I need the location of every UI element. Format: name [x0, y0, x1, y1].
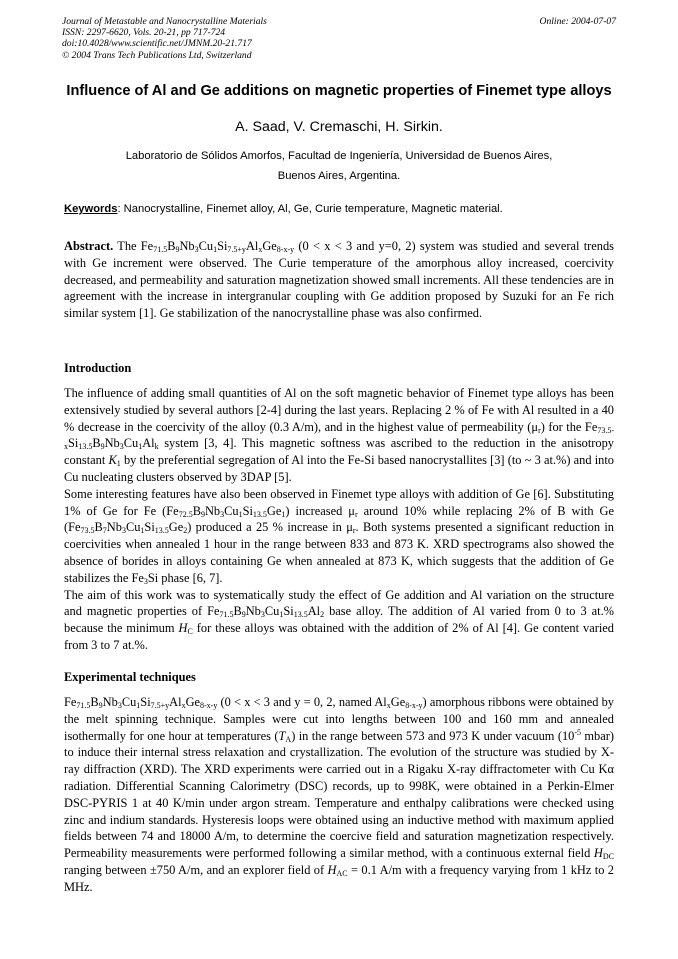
text-run: Al	[169, 695, 182, 709]
text-run: Some interesting features have also been observed in Finemet type alloys with addition of Ge [6]. Substituting 1% of Ge for Fe (Fe	[64, 486, 614, 518]
text-run: K	[108, 453, 117, 468]
subscript: 1	[279, 610, 284, 620]
subscript: 8-x-y	[200, 701, 218, 710]
subscript: A	[285, 734, 292, 744]
subscript: 73.5-x	[64, 425, 614, 452]
subscript: 9	[175, 245, 180, 254]
abstract-text: Ge	[262, 239, 277, 253]
text-run: ) produced a 25 % increase in μ	[187, 520, 353, 535]
abstract-text: Al	[245, 239, 259, 253]
text-run: by the preferential segregation of Al into the Fe-Si based nanocrystallites [3] (to ~ 3 at.%) and into Cu nucleating clusters observed by 3DAP [5].	[64, 453, 615, 484]
subscript: 73.5	[80, 526, 95, 536]
subscript: 7	[102, 526, 107, 536]
abstract-text: (0 < x < 3 and y=0, 2) system was studied and several trends with Ge increment were observed. The Curie temperature of the amorphous alloy increased, coercivity decreased, and permeability and saturation magnetization showed small increments. All these tendencies are in agreement with the increase in intergranular coupling with Ge addition proposed by Suzuki for an Fe rich similar system [1]. Ge stabilization of the nanocrystalline phase was also confirmed.	[64, 239, 614, 321]
text-run: H	[178, 621, 188, 636]
text-run: Si	[242, 503, 253, 518]
superscript: -5	[574, 727, 582, 737]
abstract-text: Nb	[179, 239, 195, 253]
affiliation	[40, 146, 638, 186]
text-run: Ge	[168, 520, 184, 535]
subscript: 1	[116, 459, 121, 469]
subscript: 3	[117, 701, 122, 710]
subscript: 3	[194, 245, 199, 254]
subscript: 71.5	[76, 701, 91, 710]
subscript: r	[538, 425, 541, 435]
subscript: 1	[213, 245, 218, 254]
subscript: 1	[136, 701, 141, 710]
subscript: 1	[281, 509, 286, 519]
text-run: Nb	[104, 436, 120, 451]
text-run: (0 < x < 3 and y = 0, 2, named Al	[217, 695, 387, 709]
text-run: Cu	[123, 436, 139, 451]
keywords	[64, 202, 624, 216]
subscript: r	[354, 509, 358, 519]
text-run: Si phase [6, 7].	[147, 570, 223, 585]
text-run: Ge	[390, 695, 406, 709]
subscript: k	[154, 442, 159, 452]
doi-line: doi:10.4028/www.scientific.net/JMNM.20-21.717	[62, 38, 252, 50]
subscript: 2	[320, 610, 325, 620]
subscript: r	[352, 526, 356, 536]
text-run: Nb	[106, 520, 122, 535]
abstract-text: Si	[217, 239, 228, 253]
subscript: 7.5+y	[227, 245, 246, 254]
subscript: 3	[260, 610, 265, 620]
subscript: 1	[138, 442, 143, 452]
text-run: Ge	[185, 695, 201, 709]
abstract-label: Abstract.	[64, 239, 114, 253]
subscript: 13.5	[293, 610, 308, 620]
subscript: x	[181, 701, 186, 710]
keywords-label: Keywords	[64, 203, 118, 215]
subscript: 2	[183, 526, 188, 536]
subscript: 9	[241, 610, 246, 620]
subscript: 13.5	[154, 526, 169, 536]
text-run: around 10% while replacing 2% of B with Ge (Fe	[64, 503, 614, 535]
intro-paragraph-3	[64, 587, 614, 654]
text-run: = 0.1 A/m with a frequency varying from 1 kHz to 2 MHz.	[64, 862, 614, 894]
experimental-body	[64, 694, 614, 896]
issn-line: ISSN: 2297-6620, Vols. 20-21, pp 717-724	[62, 27, 226, 39]
keywords-text: : Nanocrystalline, Finemet alloy, Al, Ge, Curie temperature, Magnetic material.	[117, 203, 503, 215]
text-run: Cu	[224, 503, 239, 518]
text-run: T	[278, 728, 286, 743]
subscript: 1	[140, 526, 145, 536]
subscript: 9	[100, 442, 105, 452]
text-run: B	[90, 695, 99, 709]
affiliation-line-2: Buenos Aires, Argentina.	[277, 170, 401, 182]
subscript: AC	[336, 868, 348, 878]
text-run: ) amorphous ribbons were obtained by the melt spinning technique. Samples were cut into lengths between 100 and 160 mm and annealed isothermally for one hour at temperatures (	[64, 695, 614, 743]
subscript: DC	[602, 852, 614, 862]
text-run: ) increased μ	[285, 503, 355, 518]
text-run: for these alloys was obtained with the addition of 2% of Al [4]. Ge content varied from 3 to 7 at.%.	[64, 621, 614, 652]
text-run: Cu	[264, 604, 280, 619]
abstract-text: Cu	[198, 239, 214, 253]
text-run: Nb	[204, 503, 221, 518]
subscript: 7.5+y	[150, 701, 170, 710]
paper-title: Influence of Al and Ge additions on magnetic properties of Finemet type alloys	[66, 83, 612, 99]
journal-name: Journal of Metastable and Nanocrystalline Materials	[62, 16, 267, 27]
subscript: 71.5	[153, 245, 168, 254]
subscript: 8-x-y	[405, 701, 423, 710]
text-run: Nb	[245, 604, 261, 619]
text-run: B	[94, 520, 103, 535]
introduction-heading: Introduction	[64, 361, 132, 375]
text-run: B	[92, 436, 101, 451]
text-run: ) for the Fe	[540, 419, 598, 434]
subscript: 72.5	[178, 509, 193, 519]
text-run: base alloy. The addition of Al varied from 0 to 3 at.% because the minimum	[64, 604, 614, 636]
abstract-text: B	[167, 239, 176, 253]
copyright-line: © 2004 Trans Tech Publications Ltd, Switzerland	[62, 49, 252, 61]
introduction-body	[64, 385, 614, 654]
intro-paragraph-1	[64, 385, 614, 486]
text-run: H	[327, 862, 337, 877]
affiliation-line-1: Laboratorio de Sólidos Amorfos, Facultad de Ingeniería, Universidad de Buenos Aires,	[125, 150, 553, 162]
text-run: Al	[307, 604, 321, 619]
subscript: 8-x-y	[276, 245, 295, 254]
text-run: The influence of adding small quantities of Al on the soft magnetic behavior of Finemet type alloys has been extensively studied by several authors [2-4] during the last years. Replacing 2 % of Fe with Al resulted in a 40 % decrease in the coercivity of the alloy (0.3 A/m), and in the highest value of permeability (μ	[64, 386, 614, 434]
text-run: ranging between ±750 A/m, and an explorer field of	[64, 862, 328, 877]
text-run: Nb	[102, 695, 118, 709]
text-run: Cu	[121, 695, 137, 709]
text-run: Si	[283, 604, 294, 619]
journal-header	[62, 16, 616, 61]
text-run: Si	[68, 436, 79, 451]
abstract-paragraph	[64, 238, 614, 322]
experimental-heading: Experimental techniques	[64, 670, 196, 684]
subscript: x	[386, 701, 391, 710]
text-run: Si	[140, 695, 151, 709]
subscript: 71.5	[219, 610, 234, 620]
subscript: 13.5	[78, 442, 93, 452]
text-run: Ge	[266, 503, 282, 518]
subscript: 9	[200, 509, 205, 519]
subscript: 1	[238, 509, 243, 519]
text-run: system [3, 4]. This magnetic softness was ascribed to the reduction in the anisotropy constant	[64, 436, 614, 468]
abstract-text: The Fe	[113, 239, 154, 253]
subscript: 3	[119, 442, 124, 452]
paper-authors: A. Saad, V. Cremaschi, H. Sirkin.	[235, 119, 443, 135]
subscript: 3	[121, 526, 126, 536]
intro-paragraph-2	[64, 486, 614, 587]
text-run: Si	[144, 520, 155, 535]
subscript: x	[258, 245, 263, 254]
subscript: 9	[98, 701, 103, 710]
text-run: ) in the range between 573 and 973 K under vacuum (10	[291, 728, 575, 743]
subscript: 3	[220, 509, 225, 519]
subscript: 3	[143, 576, 148, 586]
text-run: Al	[142, 436, 155, 451]
text-run: Fe	[64, 695, 77, 709]
subscript: C	[187, 627, 193, 637]
subscript: 13.5	[252, 509, 267, 519]
online-date: Online: 2004-07-07	[539, 16, 616, 27]
text-run: H	[593, 846, 603, 861]
text-run: The aim of this work was to systematically study the effect of Ge addition and Al variation on the structure and magnetic properties of Fe	[64, 587, 614, 619]
text-run: . Both systems presented a significant reduction in coercivities when annealed 1 hour in the range between 833 and 873 K. XRD spectrograms also showed the absence of borides in alloys containing Ge when annealed at 873 K, which suggests that the addition of Ge stabilizes the Fe	[64, 520, 614, 585]
text-run: B	[233, 604, 242, 619]
text-run: Cu	[125, 520, 141, 535]
text-run: B	[192, 503, 201, 518]
text-run: mbar) to induce their internal stress relaxation and crystallization. The evolution of the structure was studied by X-ray diffraction (XRD). The XRD experiments were carried out in a Rigaku X-ray diffractometer with Cu Kα radiation. Differential Scanning Calorimetry (DSC) records, up to 998K, were obtained in a Perkin-Elmer DSC-PYRIS 1 at 40 K/min under argon stream. Temperature and enthalpy calibrations were checked using zinc and indium standards. Hysteresis loops were obtained using an inductive method with maximum applied fields between 74 and 18000 A/m, to determine the coercive field and saturation magnetization respectively. Permeability measurements were performed following a similar method, with a continuous external field	[64, 728, 615, 861]
